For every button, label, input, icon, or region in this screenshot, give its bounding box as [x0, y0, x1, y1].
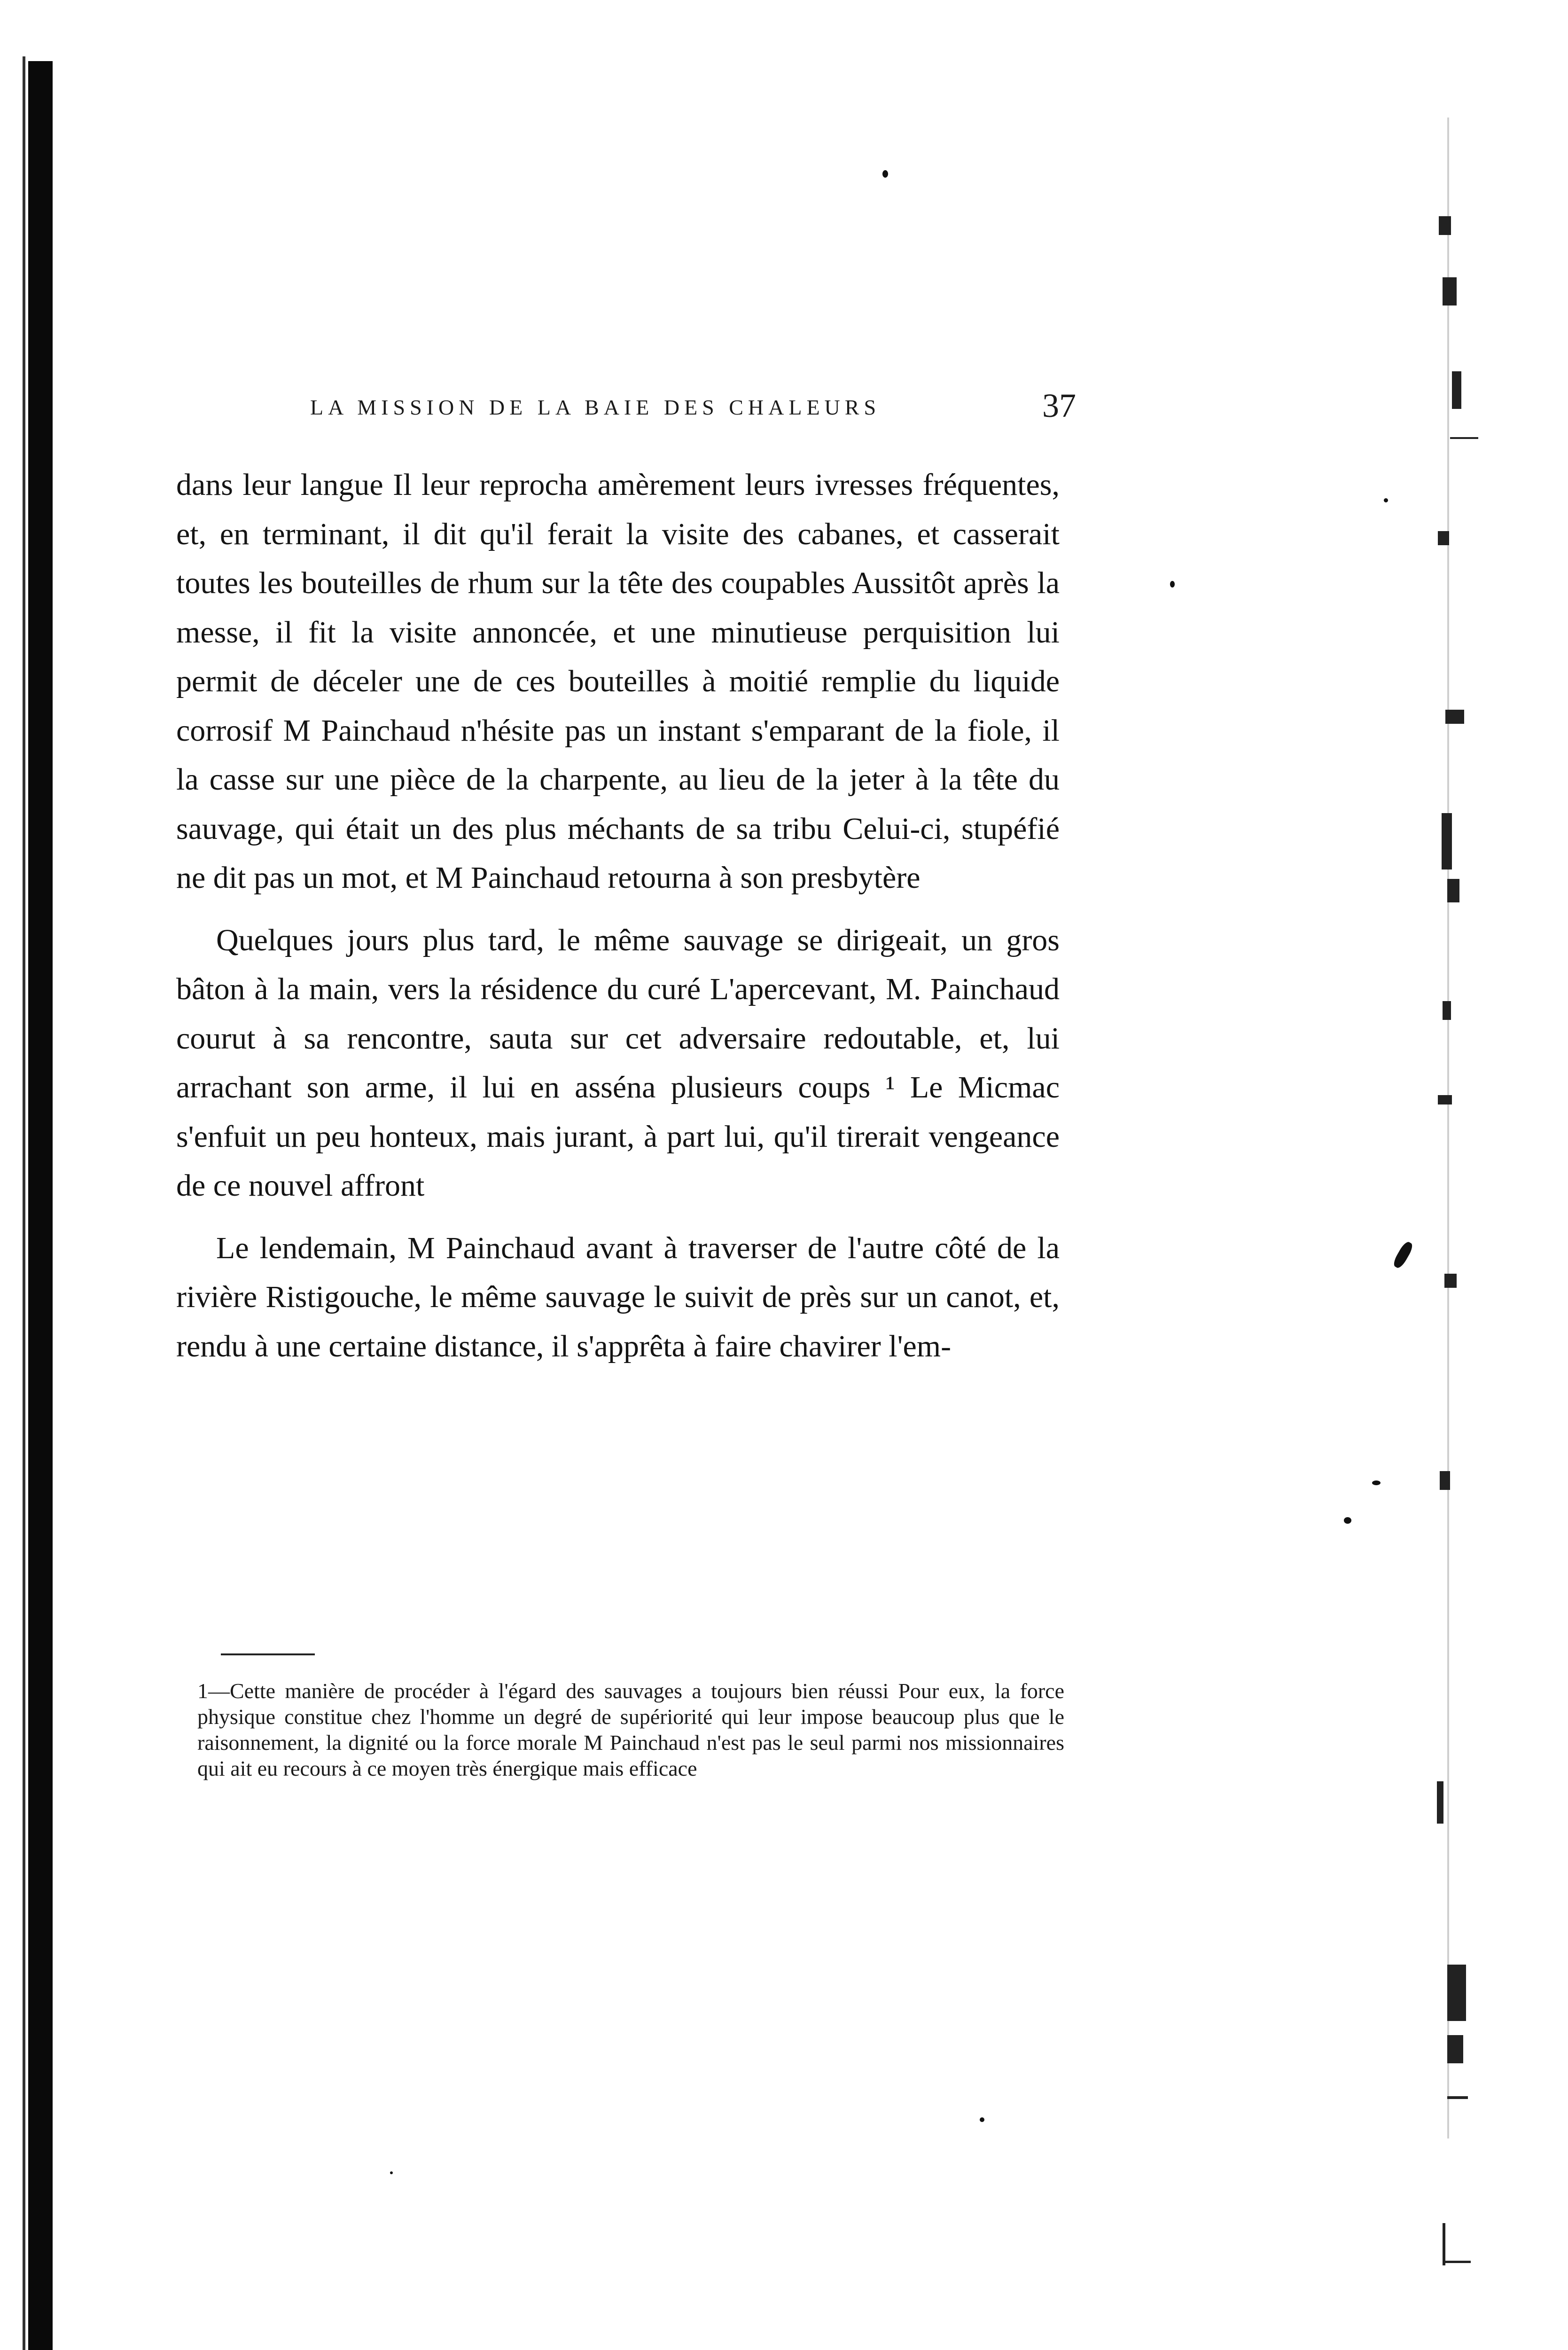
ink-speck [390, 2171, 393, 2174]
page-number: 37 [1042, 387, 1076, 424]
ink-speck [1170, 581, 1175, 588]
ink-speck [1384, 498, 1388, 502]
ink-speck [980, 2117, 984, 2122]
paragraph-1: dans leur langue Il leur reprocha amèrement leurs ivresses fréquentes, et, en terminant, il dit qu'il ferait la visite des cabanes, et casserait toutes les bouteilles de rhum sur la tête des coupables Aussitôt après la messe, il fit la visite annoncée, et une minutieuse perquisition lui permit de déceler une de ces bouteilles à moitié remplie du liquide corrosif M Painchaud n'hésite pas un instant s'emparant de la fiole, il la casse sur une pièce de la charpente, au lieu de la jeter à la tête du sauvage, qui était un des plus méchants de sa tribu Celui-ci, stupéfié ne dit pas un mot, et M Painchaud retourna à son presbytère [176, 468, 1060, 895]
ink-speck [1344, 1517, 1351, 1524]
ink-speck [1391, 1240, 1414, 1270]
paragraph-3: Le lendemain, M Painchaud avant à traverser de l'autre côté de la rivière Ristigouche, le même sauvage le suivit de près sur un canot, et, rendu à une certaine distance, il s'apprêta à faire chavirer l'em- [176, 1230, 1060, 1363]
scan-noise-strip [1433, 108, 1475, 2270]
footnote: 1—Cette manière de procéder à l'égard des sauvages a toujours bien réussi Pour eux, la force physique constitue chez l'homme un degré de supériorité qui leur impose beaucoup plus que le raisonnement, la dignité ou la force morale M Painchaud n'est pas le seul parmi nos missionnaires qui ait eu recours à ce moyen très énergique mais efficace [197, 1679, 1064, 1780]
ink-speck [1372, 1480, 1381, 1485]
paragraph-2: Quelques jours plus tard, le même sauvage se dirigeait, un gros bâton à la main, vers la résidence du curé L'apercevant, M. Painchaud courut à sa rencontre, sauta sur cet adversaire redoutable, et, lui arrachant son arme, il lui en asséna plusieurs coups ¹ Le Micmac s'enfuit un peu honteux, mais jurant, à part lui, qu'il tirerait vengeance de ce nouvel affront [176, 923, 1060, 1203]
running-head [310, 386, 1076, 424]
binding-edge [28, 61, 53, 2350]
footnote-rule [221, 1653, 315, 1655]
running-title: LA MISSION DE LA BAIE DES CHALEURS [310, 395, 881, 419]
ink-speck [882, 170, 888, 178]
binding-shadow [23, 56, 25, 2350]
body-text [176, 461, 1060, 1371]
